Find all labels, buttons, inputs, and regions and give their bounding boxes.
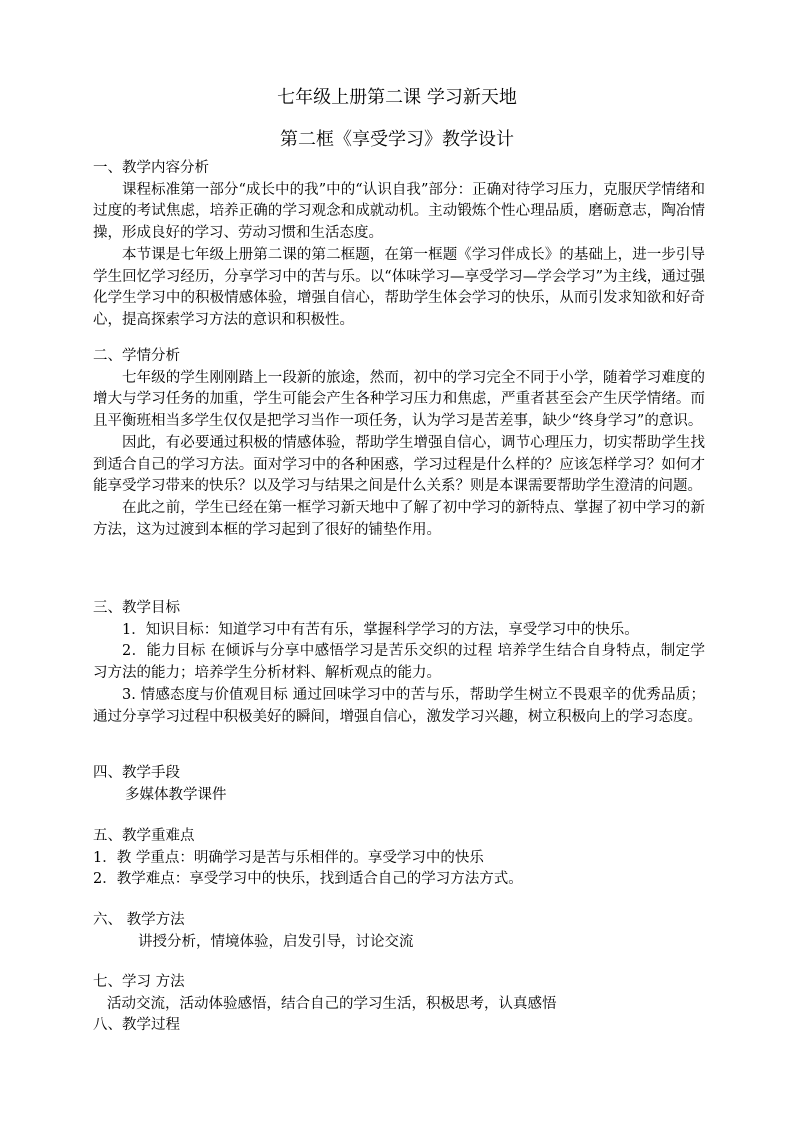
section-heading: 三、教学目标 <box>93 600 180 616</box>
section-objectives <box>93 598 705 728</box>
objective-item: 1．知识目标：知道学习中有苦有乐，掌握科学学习的方法，享受学习中的快乐。 <box>122 621 639 638</box>
paragraph: 因此，有必要通过积极的情感体验，帮助学生增强自信心，调节心理压力，切实帮助学生找到适合自己的学习方法。面对学习中的各种困惑，学习过程是什么样的？应该怎样学习？如何才能享受学习带来的快乐？以及学习与结果之间是什么关系？则是本课需要帮助学生澄清的问题。 <box>93 434 705 495</box>
section-student-analysis <box>93 346 705 541</box>
section-methods <box>93 910 705 953</box>
key-point-item: 2．教学难点：享受学习中的快乐，找到适合自己的学习方法方式。 <box>93 871 523 888</box>
methods-text: 讲授分析，情境体验，启发引导，讨论交流 <box>138 933 414 950</box>
document-subtitle: 第二框《享受学习》教学设计 <box>280 129 514 150</box>
paragraph: 课程标准第一部分“成长中的我”中的“认识自我”部分：正确对待学习压力，克服厌学情绪和过度的考试焦虑，培养正确的学习观念和成就动机。主动锻炼个性心理品质，磨砺意志，陶冶情操，形成良好的学习、劳动习惯和生活态度。 <box>93 181 705 242</box>
key-point-item: 1．教 学重点：明确学习是苦与乐相伴的。享受学习中的快乐 <box>93 849 484 866</box>
section-heading: 八、教学过程 <box>93 1017 180 1034</box>
document-title: 七年级上册第二课 学习新天地 <box>277 87 517 108</box>
section-content-analysis <box>93 158 705 332</box>
section-key-points <box>93 826 705 891</box>
paragraph: 本节课是七年级上册第二课的第二框题，在第一框题《学习伴成长》的基础上，进一步引导学生回忆学习经历，分享学习中的苦与乐。以“体味学习—享受学习—学会学习”为主线，通过强化学生学习中的积极情感体验，增强自信心，帮助学生体会学习的快乐，从而引发求知欲和好奇心，提高探索学习方法的意识和积极性。 <box>93 246 705 328</box>
objective-item: 3. 情感态度与价值观目标 通过回味学习中的苦与乐，帮助学生树立不畏艰辛的优秀品质；通过分享学习过程中积极美好的瞬间，增强自信心，激发学习兴趣，树立积极向上的学习态度。 <box>93 686 705 725</box>
paragraph: 七年级的学生刚刚踏上一段新的旅途，然而，初中的学习完全不同于小学，随着学习难度的增大与学习任务的加重，学生可能会产生各种学习压力和焦虑，严重者甚至会产生厌学情绪。而且平衡班相当多学生仅仅是把学习当作一项任务，认为学习是苦差事，缺少“终身学习”的意识。 <box>93 369 705 430</box>
paragraph: 在此之前，学生已经在第一框学习新天地中了解了初中学习的新特点、掌握了初中学习的新方法，这为过渡到本框的学习起到了很好的铺垫作用。 <box>93 499 705 538</box>
section-heading: 二、学情分析 <box>93 348 180 364</box>
section-heading: 五、教学重难点 <box>93 828 195 844</box>
section-means <box>93 763 705 806</box>
section-heading: 七、学习 方法 <box>93 974 185 990</box>
section-heading: 一、教学内容分析 <box>93 160 209 176</box>
objective-item: 2．能力目标 在倾诉与分享中感悟学习是苦乐交织的过程 培养学生结合自身特点，制定学习方法的能力；培养学生分析材料、解析观点的能力。 <box>93 643 705 682</box>
section-heading: 四、教学手段 <box>93 765 180 781</box>
section-learning-methods <box>93 972 705 1037</box>
learning-methods-text: 活动交流，活动体验感悟，结合自己的学习生活，积极思考，认真感悟 <box>107 995 557 1012</box>
section-heading: 六、 教学方法 <box>93 912 185 928</box>
means-text: 多媒体教学课件 <box>125 786 227 803</box>
